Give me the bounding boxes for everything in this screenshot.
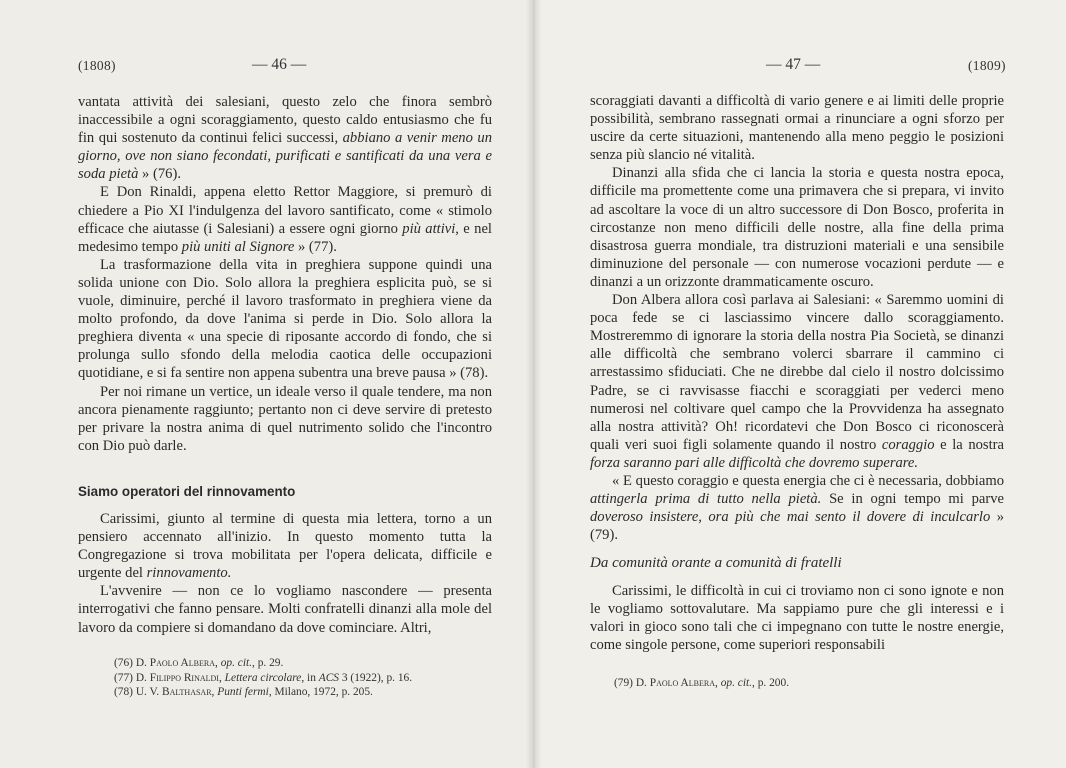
text-run: Don Albera allora così parlava ai Salesiani: « Saremmo uomini di poca fede se ci lasciassimo vincere dallo scoraggiamento. Mostreremmo di ignorare la storia della nostra Pia Società, se dinanzi alle difficoltà che sembrano volerci sbarrare il cammino ci arrestassimo sfiduciati. Che ne direbbe dal cielo il nostro dolcissimo Padre, se ci ravvisasse fiacchi e scoraggiati per vederci meno numerosi nel coltivare quel campo che la Provvidenza ha assegnato alla nostra attività? Oh! ricordatevi che Don Bosco ci riconoscerà quali veri suoi figli solamente quando il nostro <box>590 292 1004 453</box>
italic-run: doveroso insistere, ora più che mai sento il dovere di inculcarlo <box>590 509 991 526</box>
body-text-left-2 <box>78 510 492 637</box>
page-number-left: — 46 — <box>252 56 307 73</box>
paragraph <box>590 164 1004 291</box>
paragraph <box>78 183 492 255</box>
paragraph <box>590 582 1004 654</box>
italic-run: coraggio <box>881 436 935 453</box>
text-run: L'avvenire — non ce lo vogliamo nascondere — presenta interrogativi che fanno pensare. Molti confratelli dinanzi alla mole del lavoro da compiere si domandano da dove cominciare. Altri, <box>78 583 492 636</box>
italic-run: più uniti al Signore <box>181 238 295 255</box>
running-number-left: (1808) <box>78 58 116 73</box>
text-run: (77) D. <box>114 671 150 684</box>
text-run: E Don Rinaldi, appena eletto Rettor Maggiore, si premurò di chiedere a Pio XI l'indulgenza del lavoro santificato, come « stimolo efficace che aiutasse (i Salesiani) a essere ogni giorno <box>78 184 492 237</box>
text-run: , in <box>301 671 319 684</box>
small-caps-run: Balthasar <box>162 686 212 699</box>
italic-run: op. cit. <box>220 657 253 669</box>
paragraph <box>78 582 492 636</box>
text-run: Carissimi, le difficoltà in cui ci troviamo non ci sono ignote e non le vogliamo sottovalutare. Ma sappiamo pure che gli interessi e i valori in gioco sono tali che ci impegnano con tutte le nostre energie, come singole persone, come superiori responsabili <box>590 583 1004 654</box>
text-run: , <box>714 677 721 689</box>
footnote <box>614 676 994 691</box>
text-run: « E questo coraggio e questa energia che ci è necessaria, dobbiamo <box>612 472 1004 489</box>
text-run: (79) D. <box>614 677 650 689</box>
italic-run: op. cit. <box>720 677 753 689</box>
text-run: Se in ogni tempo mi parve <box>821 491 1004 508</box>
text-run: Per noi rimane un vertice, un ideale verso il quale tendere, ma non ancora pienamente raggiunto; pertanto non ci deve servire di pretesto per privare la nostra anima di quel nutrimento solido che l'incontro con Dio può darle. <box>78 383 492 454</box>
footnotes-left <box>114 656 504 700</box>
paragraph <box>78 256 492 383</box>
section-subheading: Da comunità orante a comunità di fratelli <box>590 555 842 571</box>
section-heading: Siamo operatori del rinnovamento <box>78 484 296 499</box>
text-run: scoraggiati davanti a difficoltà di vario genere e ai limiti delle proprie possibilità, sembrano rassegnati ormai a rinunciare a ogni sforzo per uscire da certe situazioni, mantenendo alla meno peggio le posizioni senza più slancio né vitalità. <box>590 93 1004 164</box>
text-run: , p. 200. <box>752 677 790 689</box>
small-caps-run: Filippo Rinaldi <box>149 671 219 684</box>
small-caps-run: Paolo Albera <box>149 657 215 669</box>
body-text-right-1 <box>590 92 1004 544</box>
footnotes-right <box>614 676 994 691</box>
italic-run: ACS <box>318 671 340 684</box>
text-run: Carissimi, giunto al termine di questa mia lettera, torno a un pensiero accennato all'inizio. In questo momento tutta la Congregazione si trova mobilitata per l'opera delicata, difficile e urgente del <box>78 511 492 582</box>
text-run: » (79). <box>590 509 1005 544</box>
footnote <box>114 685 504 700</box>
text-run: » (77). <box>294 238 337 255</box>
italic-run: abbiano a venir meno un giorno, ove non siano fecondati, purificati e santificati da una vera e soda pietà <box>78 130 492 183</box>
italic-run: Punti fermi <box>217 686 269 699</box>
page-number-right: — 47 — <box>766 56 821 73</box>
paragraph <box>590 472 1004 544</box>
italic-run: Lettera circolare <box>224 671 302 684</box>
text-run: , p. 29. <box>252 657 284 669</box>
text-run: e la nostra <box>934 436 1004 453</box>
footnote <box>114 656 504 671</box>
footnote <box>114 671 504 686</box>
text-run: , <box>218 671 225 684</box>
text-run: (76) D. <box>114 657 150 669</box>
italic-run: rinnovamento. <box>146 565 232 582</box>
text-run: , Milano, 1972, p. 205. <box>268 686 373 699</box>
paragraph <box>78 93 492 183</box>
body-text-left-1 <box>78 93 492 455</box>
paragraph <box>590 92 1004 164</box>
paragraph <box>78 510 492 582</box>
text-run: (78) U. V. <box>114 686 162 699</box>
right-page <box>534 0 1066 768</box>
text-run: Dinanzi alla sfida che ci lancia la storia e questa nostra epoca, difficile ma promettente come una primavera che si prepara, vi invito ad ascoltare la voce di un altro successore di Don Bosco, proferita in circostanze non meno difficili delle nostre, alla fine della prima disastrosa guerra mondiale, tra distruzioni materiali e una sensibile diminuzione del personale — con numerose vocazioni perdute — e dinanzi a un orizzonte drammaticamente oscuro. <box>590 165 1004 290</box>
text-run: » (76). <box>138 166 181 183</box>
text-run: , <box>211 686 218 699</box>
italic-run: attingerla prima di tutto nella pietà. <box>590 491 822 508</box>
italic-run: più attivi <box>402 220 456 237</box>
paragraph <box>590 291 1004 472</box>
small-caps-run: Paolo Albera <box>649 677 715 689</box>
text-run: , <box>214 657 221 669</box>
text-run: , e nel medesimo tempo <box>78 220 492 255</box>
text-run: vantata attività dei salesiani, questo zelo che finora sembrò inaccessibile a ogni scoraggiamento, questo caldo entusiasmo che fu fin qui sostenuto da continui felici successi, <box>78 94 492 147</box>
body-text-right-2 <box>590 582 1004 654</box>
italic-run: forza saranno pari alle difficoltà che dovremo superare. <box>590 454 919 471</box>
paragraph <box>78 383 492 455</box>
text-run: 3 (1922), p. 16. <box>339 671 413 684</box>
text-run: La trasformazione della vita in preghiera suppone quindi una solida unione con Dio. Solo allora la preghiera esplicita può, se si vuole, diminuire, perché il lavoro trasformato in preghiera viene da molto profondo, da dove l'anima si perde in Dio. Solo allora la preghiera diventa « una specie di riposante accordo di fondo, che si prolunga sullo sfondo della melodia caotica delle occupazioni quotidiane, e si fa sentire non appena subentra una breve pausa » (78). <box>78 256 492 382</box>
running-number-right: (1809) <box>968 58 1006 73</box>
